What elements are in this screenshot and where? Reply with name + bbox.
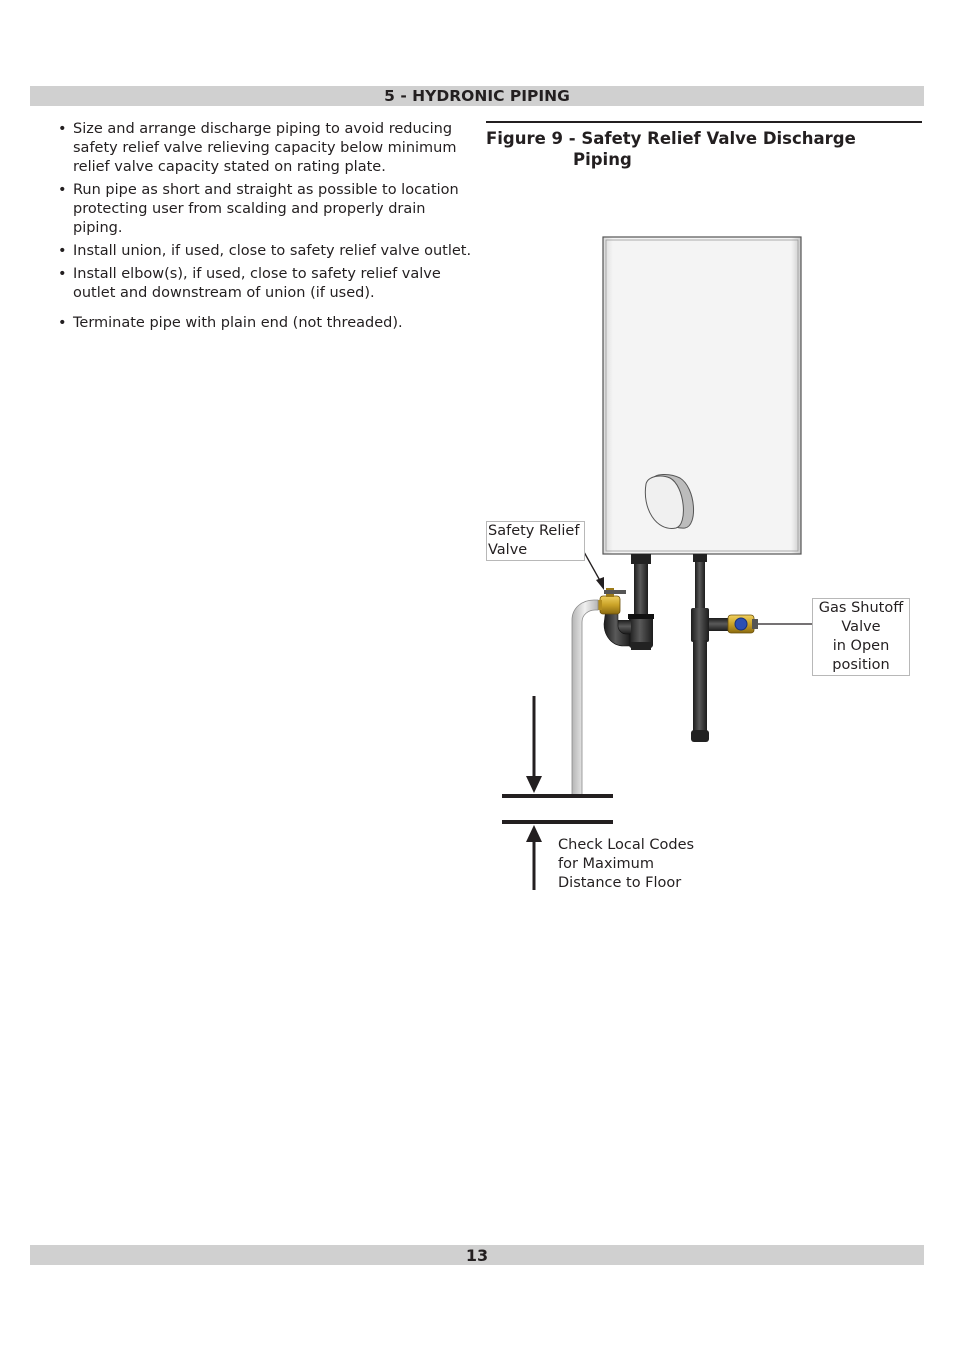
gas-pipe [691, 554, 731, 742]
instruction-list [56, 120, 476, 337]
relief-valve-label-line1: Safety Relief [488, 523, 580, 539]
section-header: 5 - HYDRONIC PIPING [30, 86, 924, 106]
boiler-cabinet [603, 237, 801, 554]
gas-valve-label-line2: Valve [841, 619, 881, 635]
floor-distance-label-line3: Distance to Floor [558, 875, 682, 891]
safety-relief-valve-icon [596, 588, 626, 614]
list-item: • Size and arrange discharge piping to avoid reducing safety relief valve relieving capacity below minimum relief valve capacity stated on rating plate. [56, 120, 476, 177]
relief-valve-piping-diagram [480, 230, 920, 900]
list-item: • Install union, if used, close to safety relief valve outlet. [56, 242, 476, 261]
relief-valve-label-line2: Valve [488, 542, 528, 558]
discharge-pipe [572, 600, 598, 795]
relief-valve-label [486, 521, 585, 561]
relief-valve-arrowhead [596, 577, 604, 590]
floor-distance-label [558, 836, 758, 893]
figure-title [486, 128, 922, 170]
figure-title-line2: Piping [573, 150, 632, 169]
list-item: • Terminate pipe with plain end (not threaded). [56, 314, 476, 333]
page-number: 13 [30, 1245, 924, 1265]
gas-shutoff-valve-icon [728, 615, 758, 633]
gas-valve-label-line3: in Open [832, 638, 890, 654]
gas-valve-label-line1: Gas Shutoff [818, 600, 904, 616]
gas-valve-label [812, 598, 910, 676]
gas-valve-label-line4: position [832, 657, 890, 673]
list-item: • Install elbow(s), if used, close to safety relief valve outlet and downstream of union (if used). [56, 265, 476, 303]
list-item: • Run pipe as short and straight as possible to location protecting user from scalding and properly drain piping. [56, 181, 476, 238]
figure-title-line1: Figure 9 - Safety Relief Valve Discharge [486, 129, 856, 148]
floor-distance-label-line2: for Maximum [558, 856, 654, 872]
floor-distance-label-line1: Check Local Codes [558, 837, 695, 853]
figure-title-rule [486, 121, 922, 123]
